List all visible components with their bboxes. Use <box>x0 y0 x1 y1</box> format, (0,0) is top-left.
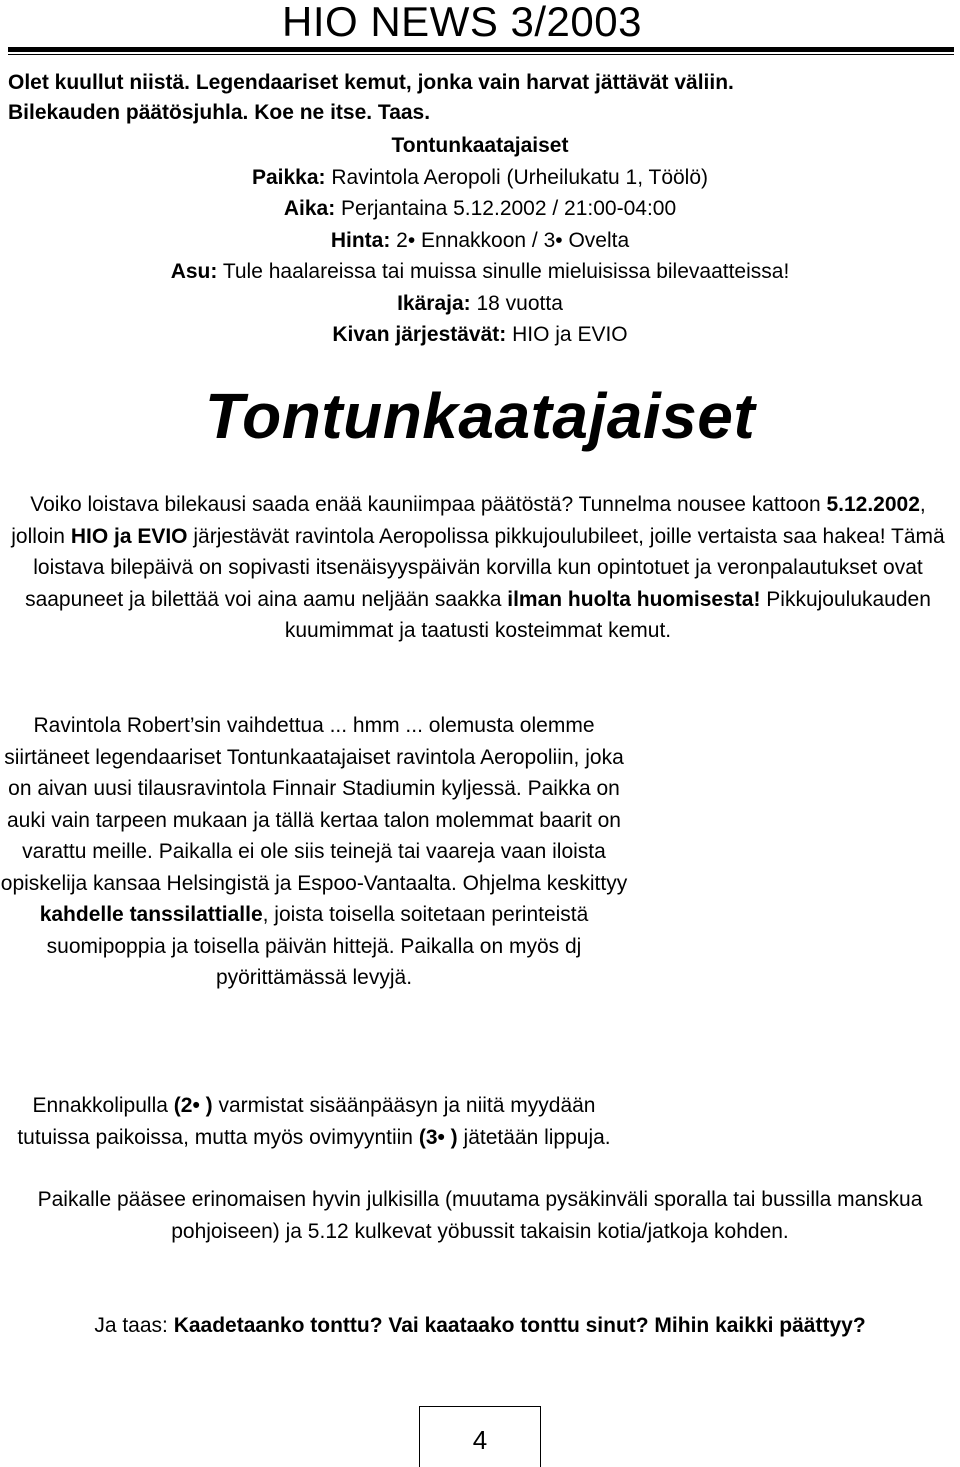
lead-organizers: HIO ja EVIO <box>70 524 188 548</box>
tickets-text-1: Ennakkolipulla <box>32 1094 174 1117</box>
page-number: 4 <box>472 1425 488 1455</box>
event-age-value: 18 vuotta <box>470 291 563 315</box>
lead-text-4: Pikkujoulukauden kuumimmat ja taatusti kosteimmat kemut. <box>284 587 931 642</box>
tickets-advance-price: (2• ) <box>173 1094 213 1117</box>
tickets-text-2: varmistat sisäänpääsyn ja niitä myydään tutuissa paikoissa, mutta myös ovimyyntiin <box>17 1094 596 1149</box>
event-headline: Tontunkaatajaiset <box>204 380 756 452</box>
masthead-title: HIO NEWS 3/2003 <box>282 0 642 45</box>
event-price-value: 2• Ennakkoon / 3• Ovelta <box>390 228 630 252</box>
event-organizers-label: Kivan järjestävät: <box>332 323 507 346</box>
closing-paragraph <box>0 1309 960 1342</box>
transport-paragraph <box>0 1184 960 1247</box>
closing-questions: Kaadetaanko tonttu? Vai kaataako tonttu sinut? Mihin kaikki päättyy? <box>173 1314 866 1337</box>
event-price-label: Hinta: <box>330 228 391 252</box>
venue-text-1: Ravintola Robert’sin vaihdettua ... hmm ... olemusta olemme siirtäneet legendaariset Tontunkaatajaiset ravintola Aeropoliin, joka on aivan uusi tilausravintola Finnair Stadiumin kyljessä. Paikka on auki vain tarpeen mukaan ja tällä kertaa talon molemmat baarit on varattu meille. Paikalla ei ole siis teinejä tai vaareja vaan iloista opiskelija kansaa Helsingistä ja Espoo-Vantaalta. Ohjelma keskittyy <box>0 714 628 895</box>
event-info <box>0 130 960 351</box>
lead-paragraph <box>8 489 948 647</box>
masthead-rule <box>8 47 954 55</box>
intro-line-1: Olet kuullut niistä. Legendaariset kemut, jonka vain harvat jättävät väliin. <box>8 71 734 94</box>
tickets-text <box>0 1090 628 1153</box>
event-name-row <box>0 130 960 162</box>
lead-text-3: järjestävät ravintola Aeropolissa pikkujoulubileet, joille vertaista saa hakea! Tämä loistava bilepäivä on sopivasti itsenäisyyspäivän korvilla kun opintotuet ja veronpalautukset ovat saapuneet ja bilettää voi aina aamu neljään saakka <box>25 524 945 611</box>
event-dress-value: Tule haalareissa tai muissa sinulle mieluisissa bilevaatteissa! <box>217 260 790 283</box>
venue-emphasis: kahdelle tanssilattialle <box>39 903 263 926</box>
event-time-value: Perjantaina 5.12.2002 / 21:00-04:00 <box>335 197 677 220</box>
tickets-text-3: jätetään lippuja. <box>457 1125 611 1149</box>
event-dress-row <box>0 256 960 288</box>
closing-text <box>50 1309 910 1342</box>
event-organizers-value: HIO ja EVIO <box>506 323 628 346</box>
lead-text <box>8 489 948 647</box>
intro-block <box>8 68 948 128</box>
transport-text: Paikalle pääsee erinomaisen hyvin julkisilla (muutama pysäkinväli sporalla tai bussilla manskua pohjoiseen) ja 5.12 kulkevat yöbussit takaisin kotia/jatkoja kohden. <box>37 1188 923 1243</box>
closing-prefix: Ja taas: <box>94 1314 174 1337</box>
event-place-row <box>0 162 960 194</box>
tickets-paragraph <box>0 1090 628 1153</box>
page-footer <box>419 1406 541 1467</box>
lead-emphasis: ilman huolta huomisesta! <box>507 587 761 611</box>
event-name: Tontunkaatajaiset <box>391 134 569 157</box>
lead-date: 5.12.2002 <box>826 493 920 516</box>
event-dress-label: Asu: <box>170 260 218 283</box>
venue-text <box>0 710 628 994</box>
event-time-label: Aika: <box>283 197 336 220</box>
event-organizers-row <box>0 319 960 351</box>
event-place-label: Paikka: <box>251 165 326 189</box>
event-age-row <box>0 288 960 320</box>
event-time-row <box>0 193 960 225</box>
event-age-label: Ikäraja: <box>397 291 471 315</box>
lead-text-1: Voiko loistava bilekausi saada enää kauniimpaa päätöstä? Tunnelma nousee kattoon <box>30 493 827 516</box>
tickets-door-price: (3• ) <box>418 1125 458 1149</box>
event-place-value: Ravintola Aeropoli (Urheilukatu 1, Töölö) <box>325 165 709 189</box>
lead-text-2: , jolloin <box>11 493 926 548</box>
venue-paragraph <box>0 710 628 994</box>
event-price-row <box>0 225 960 257</box>
venue-text-2: , joista toisella soitetaan perinteistä suomipoppia ja toisella päivän hittejä. Paikalla on myös dj pyörittämässä levyjä. <box>46 903 589 989</box>
intro-line-2: Bilekauden päätösjuhla. Koe ne itse. Taas. <box>8 101 431 124</box>
